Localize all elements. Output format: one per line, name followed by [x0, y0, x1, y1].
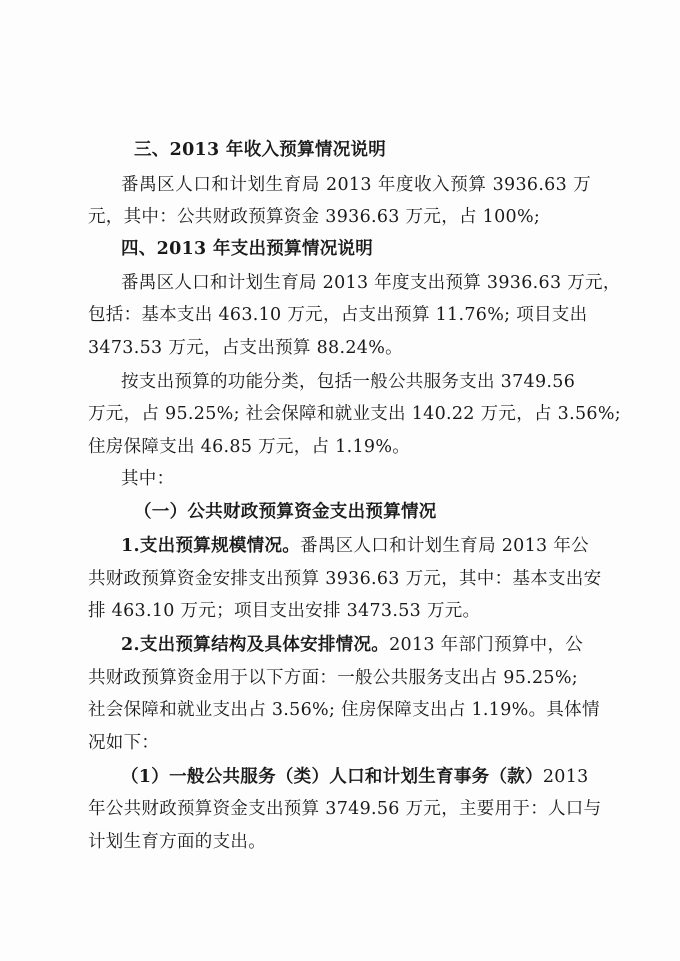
item-2-line-3: 社会保障和就业支出占 3.56%; 住房保障支出占 1.19%。具体情	[88, 700, 600, 720]
item-3-line-1	[121, 766, 591, 788]
section-4-para1-line-3: 3473.53 万元，占支出预算 88.24%。	[88, 338, 403, 358]
section-4-para1-line-2: 包括：基本支出 463.10 万元，占支出预算 11.76%; 项目支出	[88, 305, 588, 325]
item-2-line-4: 况如下：	[88, 733, 160, 753]
section-3-heading: 三、2013 年收入预算情况说明	[134, 140, 387, 160]
item-3-title: （1）一般公共服务（类）人口和计划生育事务（款）	[121, 767, 543, 787]
item-3-line-2: 年公共财政预算资金支出预算 3749.56 万元，主要用于：人口与	[88, 799, 602, 819]
section-4-para2-line-3: 住房保障支出 46.85 万元，占 1.19%。	[88, 437, 411, 457]
item-1-line-2: 共财政预算资金安排支出预算 3936.63 万元，其中：基本支出安	[88, 569, 602, 589]
item-1-line-3: 排 463.10 万元；项目支出安排 3473.53 万元。	[88, 601, 481, 621]
section-4-para2-line-1: 按支出预算的功能分类，包括一般公共服务支出 3749.56	[121, 372, 576, 392]
item-1-title: 1.支出预算规模情况。	[121, 536, 301, 556]
item-2-title: 2.支出预算结构及具体安排情况。	[121, 635, 390, 655]
item-2-text: 2013 年部门预算中，公	[389, 635, 584, 655]
item-3-text: 2013	[542, 767, 589, 787]
section-4-para2-line-2: 万元，占 95.25%; 社会保障和就业支出 140.22 万元，占 3.56%;	[88, 404, 621, 424]
item-2-line-1	[121, 634, 591, 656]
item-1-line-1	[121, 535, 591, 557]
item-3-line-3: 计划生育方面的支出。	[88, 832, 266, 852]
section-4-para1-line-1: 番禺区人口和计划生育局 2013 年度支出预算 3936.63 万元，	[121, 273, 621, 293]
subsection-1-heading: （一）公共财政预算资金支出预算情况	[134, 502, 437, 522]
section-3-para-line-1: 番禺区人口和计划生育局 2013 年度收入预算 3936.63 万	[121, 175, 591, 195]
among-label: 其中：	[121, 469, 175, 489]
item-1-text: 番禺区人口和计划生育局 2013 年公	[300, 536, 589, 556]
section-3-para-line-2: 元，其中：公共财政预算资金 3936.63 万元，占 100%;	[88, 207, 541, 227]
section-4-heading: 四、2013 年支出预算情况说明	[121, 239, 374, 259]
item-2-line-2: 共财政预算资金用于以下方面：一般公共服务支出占 95.25%;	[88, 668, 578, 688]
